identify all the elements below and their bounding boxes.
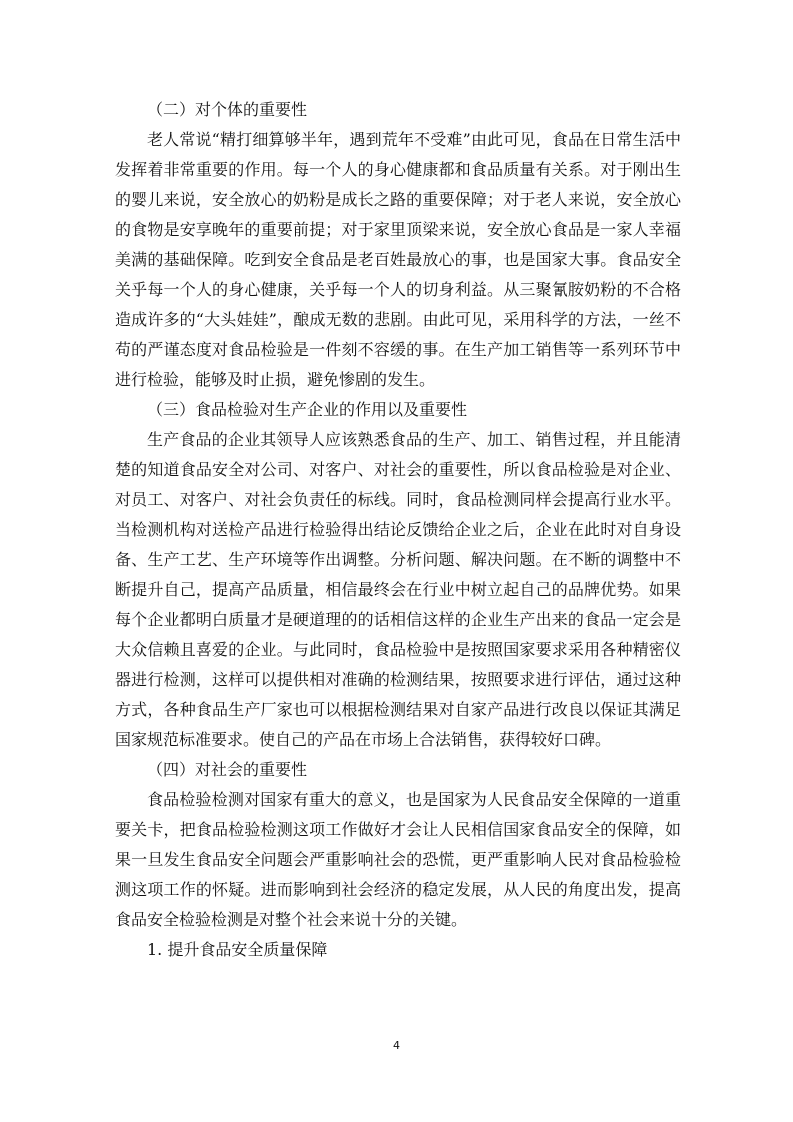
section-heading-society: （四）对社会的重要性: [147, 760, 308, 779]
page-number: 4: [393, 1039, 400, 1052]
document-body: [115, 95, 681, 965]
subsection-heading-quality-assurance: 1. 提升食品安全质量保障: [147, 940, 328, 959]
section-heading-enterprise: （三）食品检验对生产企业的作用以及重要性: [147, 400, 468, 419]
paragraph-enterprise-importance: 生产食品的企业其领导人应该熟悉食品的生产、加工、销售过程，并且能清楚的知道食品安全对公司、对客户、对社会的重要性，所以食品检验是对企业、对员工、对客户、对社会负责任的标线。同时，食品检测同样会提高行业水平。当检测机构对送检产品进行检验得出结论反馈给企业之后，企业在此时对自身设备、生产工艺、生产环境等作出调整。分析问题、解决问题。在不断的调整中不断提升自己，提高产品质量，相信最终会在行业中树立起自己的品牌优势。如果每个企业都明白质量才是硬道理的的话相信这样的企业生产出来的食品一定会是大众信赖且喜爱的企业。与此同时，食品检验中是按照国家要求采用各种精密仪器进行检测，这样可以提供相对准确的检测结果，按照要求进行评估，通过这种方式，各种食品生产厂家也可以根据检测结果对自家产品进行改良以保证其满足国家规范标准要求。使自己的产品在市场上合法销售，获得较好口碑。: [115, 430, 681, 749]
paragraph-society-importance: 食品检验检测对国家有重大的意义，也是国家为人民食品安全保障的一道重要关卡，把食品检验检测这项工作做好才会让人民相信国家食品安全的保障，如果一旦发生食品安全问题会严重影响社会的恐慌，更严重影响人民对食品检验检测这项工作的怀疑。进而影响到社会经济的稳定发展，从人民的角度出发，提高食品安全检验检测是对整个社会来说十分的关键。: [115, 790, 681, 929]
section-heading-individual: （二）对个体的重要性: [147, 100, 308, 119]
paragraph-individual-importance: 老人常说“精打细算够半年，遇到荒年不受难”由此可见，食品在日常生活中发挥着非常重要的作用。每一个人的身心健康都和食品质量有关系。对于刚出生的婴儿来说，安全放心的奶粉是成长之路的重要保障；对于老人来说，安全放心的食物是安享晚年的重要前提；对于家里顶梁来说，安全放心食品是一家人幸福美满的基础保障。吃到安全食品是老百姓最放心的事，也是国家大事。食品安全关乎每一个人的身心健康，关乎每一个人的切身利益。从三聚氰胺奶粉的不合格造成许多的“大头娃娃”，酿成无数的悲剧。由此可见，采用科学的方法，一丝不苟的严谨态度对食品检验是一件刻不容缓的事。在生产加工销售等一系列环节中进行检验，能够及时止损，避免惨剧的发生。: [115, 130, 681, 389]
